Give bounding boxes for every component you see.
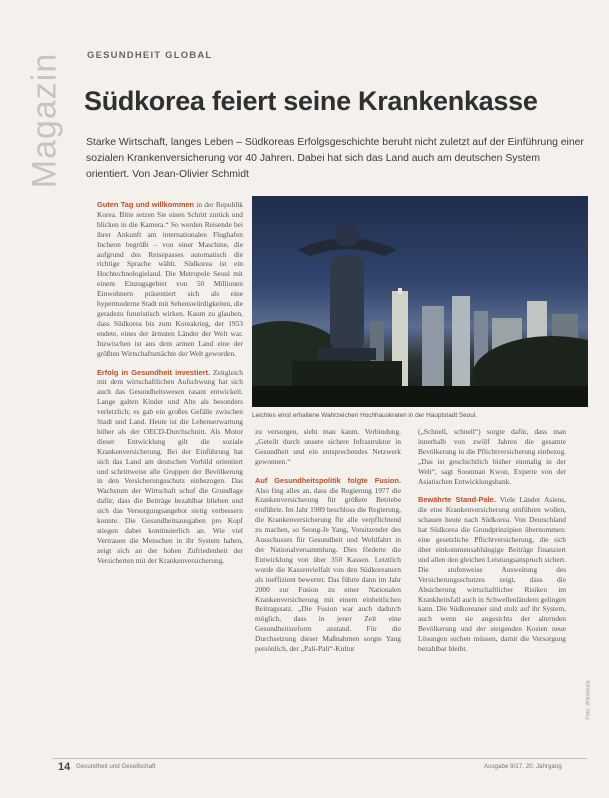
page-number: 14 <box>58 761 71 773</box>
section-label: GESUNDHEIT GLOBAL <box>87 50 213 61</box>
footer-publication: Gesundheit und Gesellschaft <box>76 763 156 770</box>
column-3-text-1: („Schnell, schnell“) sorgte dafür, dass man innerhalb von zwölf Jahren die gesamte Bevölkerung in die Pflichtversicherung einbezog. „Das ist geschichtlich bisher einmalig in der Welt“, sagt Soonman Kwon, Experte von der Asiatischen Entwicklungsbank. <box>418 427 566 486</box>
column-1-text-2: Zeitgleich mit dem wirtschaftlichen Aufschwung hat sich auch das Gesundheitswesen rasant entwickelt. Lange galten Kinder und Alte als besonders verletzlich; es gab ein großes Gefälle zwischen Stadt und Land. Heute ist die Lebenserwartung höher als der OECD-Durchschnitt. Als Motor dieser Entwicklung gilt die soziale Krankenversicherung. Bei der Einführung hat sich das Land am deutschen Vorbild orientiert und schrittweise alle Gruppen der Bevölkerung in den Versicherungsschutz einbezogen. Das Wachstum der Wirtschaft schuf die Grundlage dafür, dass die Beiträge bezahlbar blieben und sich das Versorgungsangebot stetig verbessern konnte. Die Gesundheitsausgaben pro Kopf stiegen dabei kontinuierlich an. Wie viel Vertrauen die Menschen in ihr System haben, zeigt sich an der hohen Zufriedenheit der Versicherten mit der Krankenversicherung. <box>97 367 243 565</box>
text-column-2 <box>255 427 401 654</box>
photo-credit <box>579 660 599 740</box>
photo-caption: Leichtes einst erhaltene Wahrzeichen Hochhauskraten in der Hauptstadt Seoul. <box>252 412 477 419</box>
seoul-photo <box>252 196 588 407</box>
column-1-text-1: in der Republik Korea. Bitte setzen Sie einen Schritt zurück und blicken in die Kamera.“ So werden Reisende bei ihrer Ankunft am internationalen Flughafen Incheon begrüßt – von einer Maschine, die aufgrund des Reisepasses automatisch die richtige Sprache wählt. Südkorea ist ein Hochtechnologieland. Die Metropole Seoul mit einem Einzugsgebiet von 50 Millionen Einwohnern präsentiert sich als eine hypermoderne Stadt mit Sehenswürdigkeiten, die geradezu futuristisch wirken. Kaum zu glauben, dass Südkorea bis zum Koreakrieg, der 1953 endete, eines der ärmsten Länder der Welt war. Inzwischen ist aus dem armen Land eine der größten Wirtschaftsmächte der Welt geworden. <box>97 200 243 358</box>
headline: Südkorea feiert seine Krankenkasse <box>84 86 538 116</box>
column-3-text-2: Viele Länder Asiens, die eine Krankenversicherung einführen wollen, schauen heute nach Südkorea. Von Deutschland hat Südkorea die Grundprinzipien übernommen: eine gesetzliche Pflichtversicherung, die sich über einkommensabhängige Beiträge finanziert und allen den gleichen Leistungsanspruch sichert. Die stufenweise Ausweitung des Versicherungsschutzes zeigt, dass die Absicherung wirtschaftlicher Risiken im Krankheitsfall auch in Schwellenländern gelingen kann. Die Südkoreaner sind stolz auf ihr System, auch wenn sie angesichts der alternden Bevölkerung und der steigenden Kosten neue Lösungen suchen müssen, damit die Versorgung bezahlbar bleibt. <box>418 495 566 654</box>
column-3-paragraph-2 <box>418 495 566 654</box>
text-column-3 <box>418 427 566 654</box>
footer-divider <box>52 758 587 759</box>
column-2-paragraph-1 <box>255 427 401 467</box>
column-1-paragraph-2 <box>97 368 243 566</box>
column-2-text-1: zu versorgen, sieht man kaum. Verbindung. „Geteilt durch unsere sichere Infrastruktur in Gesundheit und ein entsprechendes Netzwerk gewonnen.“ <box>255 427 401 466</box>
magazine-word: Magazin <box>25 52 64 188</box>
column-2-text-2: Also fing alles an, dass die Regierung 1977 die Krankenversicherung für größere Betriebe einführte. Im Jahr 1989 beschloss die Regierung, die Krankenversicherung für alle verpflichtend zu machen, so Seong-Je Yang, Vorsitzender des Ausschusses für Gesundheit und Wohlfahrt in der Nationalversammlung. Dies förderte die Entwicklung von über 350 Kassen. Letztlich wurde die Kassenvielfalt von den Südkoreanern als ineffizient bewertet. Das führte dann im Jahr 2000 zur Fusion zu einer Nationalen Krankenversicherung mit einem einheitlichen Beitragssatz. „Die Fusion war auch dadurch möglich, dass in jener Zeit eine Gesundheitsreform anstand. Für die Durchsetzung dieser Maßnahmen sorgte Yang persönlich, der „Pali-Pali“-Kultur <box>255 485 401 654</box>
seoul-skyline-illustration <box>252 196 588 407</box>
column-1-paragraph-1 <box>97 200 243 359</box>
column-2-lead-2: Auf Gesundheitspolitik folgte Fusion. <box>255 475 401 485</box>
intro-paragraph: Starke Wirtschaft, langes Leben – Südkoreas Erfolgsgeschichte beruht nicht zuletzt auf der Einführung einer sozialen Krankenversicherung vor 40 Jahren. Dabei hat sich das Land auch am deutschen System orientiert. Von Jean-Olivier Schmidt <box>86 137 584 180</box>
column-2-paragraph-2 <box>255 476 401 654</box>
column-3-lead-2: Bewährte Stand-Pale. <box>418 495 496 505</box>
column-1-lead-2: Erfolg in Gesundheit investiert. <box>97 367 211 377</box>
magazine-vertical-label <box>20 40 70 200</box>
photo-credit-text: Foto: Wikimedia <box>586 680 592 720</box>
column-3-paragraph-1 <box>418 427 566 486</box>
text-column-1 <box>97 200 243 566</box>
footer-issue: Ausgabe 9/17, 20. Jahrgang <box>484 763 562 770</box>
column-1-lead-1: Guten Tag und willkommen <box>97 200 195 209</box>
